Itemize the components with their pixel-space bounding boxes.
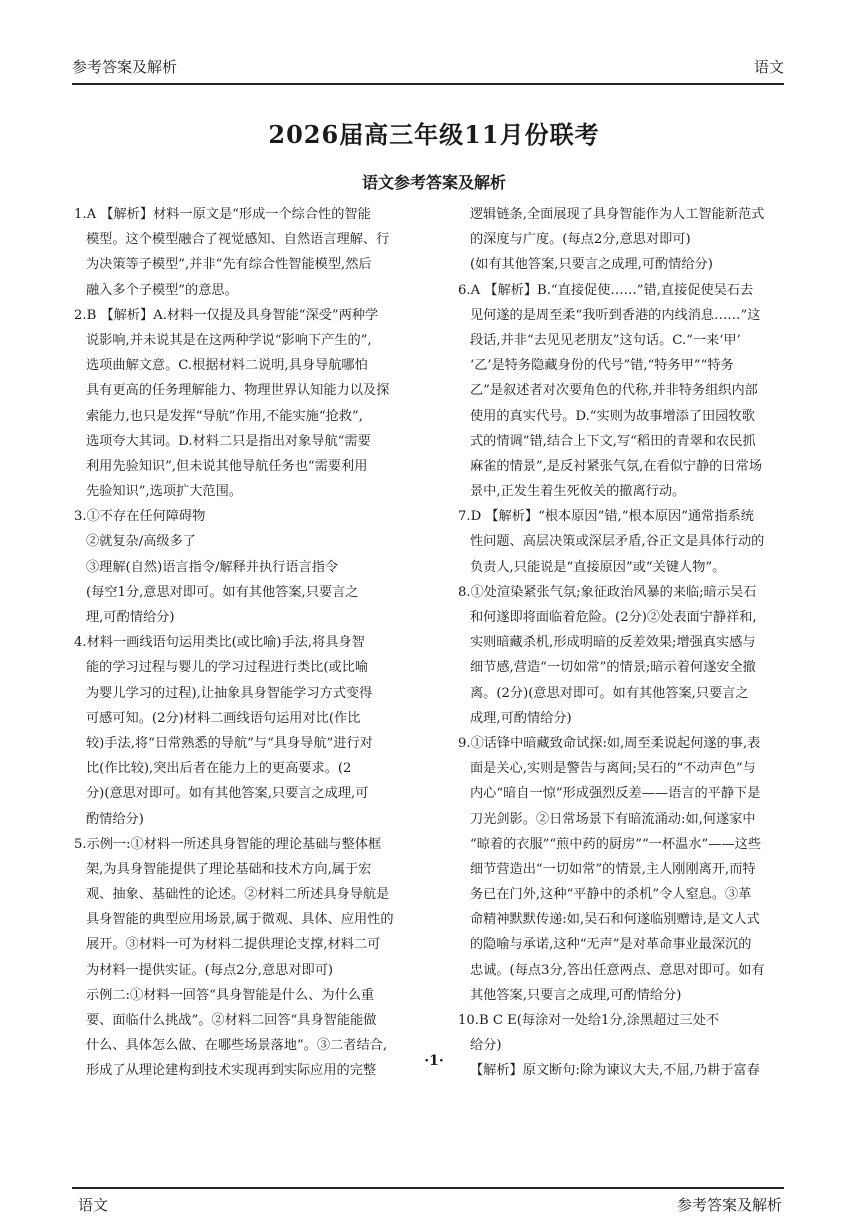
answer-line: 的深度与广度。(每点2分,意思对即可) [470, 232, 691, 248]
answer-line: 见何遂的是周至柔“我听到香港的内线消息……”这 [470, 307, 761, 323]
answer-line: 5.示例一:①材料一所述具身智能的理论基础与整体框 [74, 836, 382, 852]
answer-line: 具有更高的任务理解能力、物理世界认知能力以及探 [86, 383, 390, 399]
answer-line: ③理解(自然)语言指令/解释并执行语言指令 [86, 559, 339, 575]
answer-line: 4.材料一画线语句运用类比(或比喻)手法,将具身智 [74, 635, 365, 651]
answer-line: 酌情给分) [86, 811, 144, 827]
answer-line: 较)手法,将“日常熟悉的导航”与“具身导航”进行对 [86, 735, 373, 751]
answer-line: 可感可知。(2分)材料二画线语句运用对比(作比 [86, 710, 361, 726]
answer-line: 乙”是叙述者对次要角色的代称,并非特务组织内部 [470, 383, 758, 399]
answer-line: 负责人,只能说是“直接原因”或“关键人物”。 [470, 559, 726, 575]
answer-line: 7.D 【解析】“根本原因”错,“根本原因”通常指系统 [458, 509, 754, 525]
answer-line: 成理,可酌情给分) [470, 710, 572, 726]
answer-line: 为材料一提供实证。(每点2分,意思对即可) [86, 962, 334, 978]
answer-line: 10.B C E(每涂对一处给1分,涂黑超过三处不 [458, 1013, 720, 1028]
answer-line: 3.①不存在任何障碍物 [74, 509, 206, 525]
answer-line: 分)(意思对即可。如有其他答案,只要言之成理,可 [86, 786, 369, 802]
answer-line: 2.B 【解析】A.材料一仅提及具身智能“深受”两种学 [74, 307, 379, 323]
answer-line: 刀光剑影。②日常场景下有暗流涌动:如,何遂家中 [470, 811, 756, 827]
answer-line: “晾着的衣服”“煎中药的厨房”“一杯温水”——这些 [470, 836, 762, 852]
page-number: ·1· [424, 1053, 444, 1069]
answer-line: 为婴儿学习的过程),让抽象具身智能学习方式变得 [86, 685, 373, 701]
answer-line: 形成了从理论建构到技术实现再到实际应用的完整 [86, 1063, 377, 1079]
answer-line: 说影响,并未说其是在这两种学说“影响下产生的”, [86, 332, 372, 348]
footer-subject: 语文 [78, 1196, 109, 1214]
answer-line: 具身智能的典型应用场景,属于微观、具体、应用性的 [86, 912, 394, 928]
answer-line: 命精神默默传递:如,吴石和何遂临别赠诗,是文人式 [470, 912, 760, 928]
answer-line: (如有其他答案,只要言之成理,可酌情给分) [470, 257, 713, 273]
answer-line: 实则暗藏杀机,形成明暗的反差效果;增强真实感与 [470, 635, 756, 651]
page-title: 2026届高三年级11月份联考 [268, 120, 600, 149]
answer-line: 1.A 【解析】材料一原文是“形成一个综合性的智能 [74, 207, 371, 222]
answer-line: 利用先验知识”,但未说其他导航任务也“需要利用 [86, 458, 368, 474]
answer-line: 什么、具体怎么做、在哪些场景落地”。③二者结合, [86, 1038, 388, 1054]
header-left-text: 参考答案及解析 [72, 58, 178, 76]
answer-line: 索能力,也只是发挥“导航”作用,不能实施“抢救”, [86, 408, 363, 424]
answer-line: 给分) [470, 1038, 502, 1054]
answer-line: 观、抽象、基础性的论述。②材料二所述具身导航是 [86, 887, 390, 903]
answer-line: 选项夸大其词。D.材料二只是指出对象导航“需要 [86, 433, 371, 449]
right-column [458, 202, 794, 1084]
answer-line: 段话,并非“去见见老朋友”这句话。C.“一来‘甲’ [470, 332, 741, 348]
left-column [74, 202, 426, 1084]
answer-line: 先验知识”,选项扩大范围。 [86, 484, 242, 500]
answer-line: 细节营造出“一切如常”的情景,主人刚刚离开,而特 [470, 861, 756, 877]
answer-line: 面是关心,实则是警告与离间;吴石的“不动声色”与 [470, 761, 756, 777]
answer-line: 8.①处渲染紧张气氛;象征政治风暴的来临;暗示吴石 [458, 584, 757, 600]
answer-line: 忠诚。(每点3分,答出任意两点、意思对即可。如有 [470, 962, 765, 978]
answer-line: 架,为具身智能提供了理论基础和技术方向,属于宏 [86, 861, 372, 877]
answer-line: 融入多个子模型”的意思。 [86, 282, 238, 298]
answer-line: 的隐喻与承诺,这种“无声”是对革命事业最深沉的 [470, 937, 752, 953]
answer-line: 选项曲解文意。C.根据材料二说明,具身导航哪怕 [86, 358, 368, 374]
page-subtitle: 语文参考答案及解析 [361, 173, 506, 192]
answer-line: (每空1分,意思对即可。如有其他答案,只要言之 [86, 584, 359, 600]
answer-line: 理,可酌情给分) [86, 610, 175, 625]
footer-right-text: 参考答案及解析 [676, 1196, 782, 1214]
answer-line: 使用的真实代号。D.“实则为故事增添了田园牧歌 [470, 408, 755, 424]
page-header [72, 50, 784, 82]
answer-line: 要、面临什么挑战”。②材料二回答“具身智能能做 [86, 1013, 377, 1028]
answer-line: 内心“暗自一惊”形成强烈反差——语言的平静下是 [470, 786, 761, 802]
answer-line: 性问题、高层决策或深层矛盾,谷正文是具体行动的 [470, 534, 765, 550]
answer-line: 为决策等子模型”,并非“先有综合性智能模型,然后 [86, 257, 372, 273]
footer-rule [72, 1187, 784, 1189]
answer-line: 【解析】原文断句:除为谏议大夫,不屈,乃耕于富春 [470, 1063, 760, 1079]
answer-line: 离。(2分)(意思对即可。如有其他答案,只要言之 [470, 685, 749, 701]
answer-line: 麻雀的情景”,是反衬紧张气氛,在看似宁静的日常场 [470, 458, 763, 474]
answer-line: 模型。这个模型融合了视觉感知、自然语言理解、行 [86, 232, 390, 248]
answer-line: 景中,正发生着生死攸关的撤离行动。 [470, 484, 686, 500]
answer-line: 能的学习过程与婴儿的学习过程进行类比(或比喻 [86, 660, 369, 676]
header-rule [72, 83, 784, 85]
answer-line: ②就复杂/高级多了 [86, 534, 196, 550]
answer-line: 9.①话锋中暗藏致命试探:如,周至柔说起何遂的事,表 [458, 735, 761, 751]
answer-line: 务已在门外,这种“平静中的杀机”令人窒息。③革 [470, 887, 752, 903]
answer-line: 逻辑链条,全面展现了具身智能作为人工智能新范式 [470, 207, 765, 222]
answer-line: 和何遂即将面临着危险。(2分)②处表面宁静祥和, [470, 610, 757, 625]
answer-line: 细节感,营造“一切如常”的情景;暗示着何遂安全撤 [470, 660, 756, 676]
answer-line: 式的情调”错,结合上下文,写“稻田的青翠和农民抓 [470, 433, 756, 449]
answer-line: 其他答案,只要言之成理,可酌情给分) [470, 987, 682, 1003]
answer-line: 6.A 【解析】B.“直接促使……”错,直接促使吴石去 [458, 282, 754, 298]
answer-line: ‘乙’是特务隐藏身份的代号”错,“特务甲”“特务 [470, 358, 734, 374]
answer-line: 展开。③材料一可为材料二提供理论支撑,材料二可 [86, 937, 381, 953]
answer-line: 比(作比较),突出后者在能力上的更高要求。(2 [86, 761, 352, 777]
answer-line: 示例二:①材料一回答“具身智能是什么、为什么重 [86, 987, 375, 1003]
header-subject: 语文 [753, 58, 784, 76]
